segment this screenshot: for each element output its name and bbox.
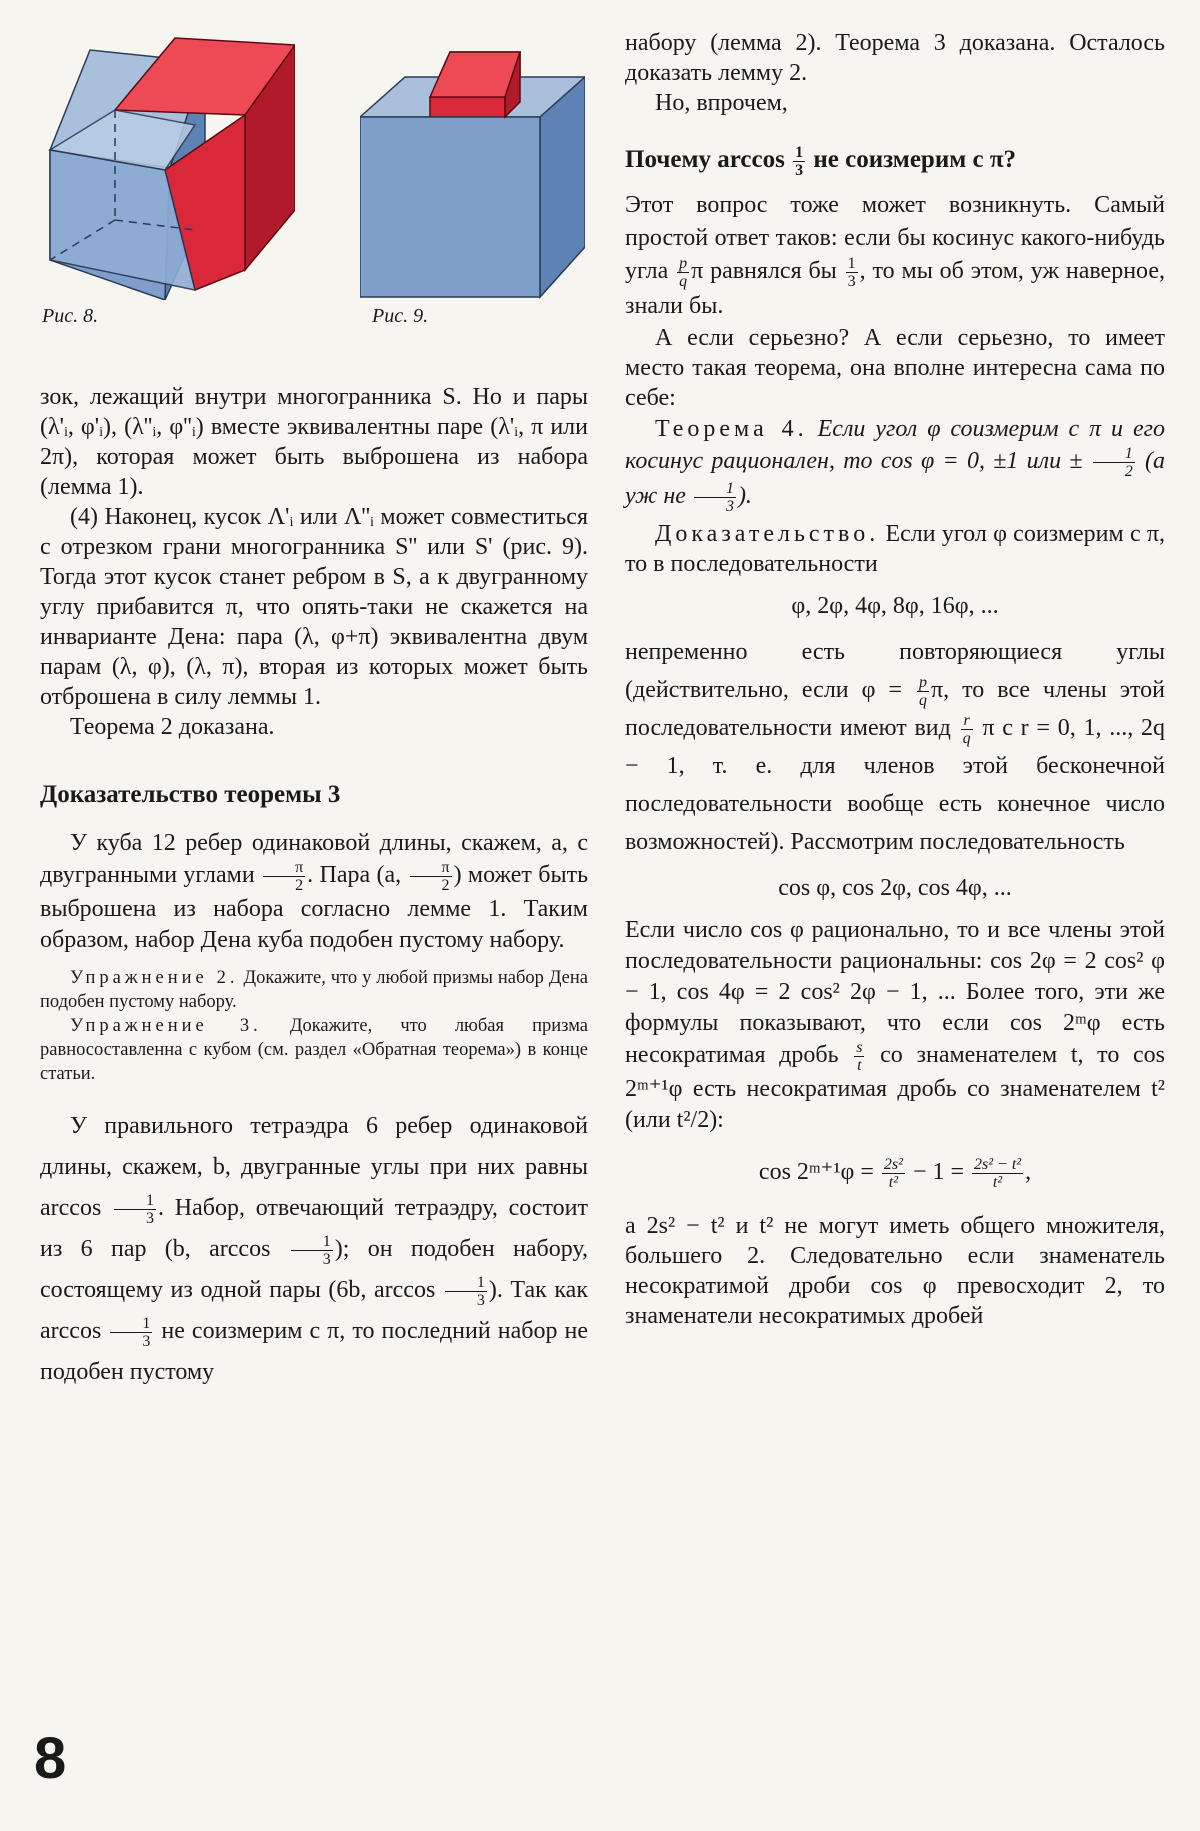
heading-part-b: не соизмерим с π?	[813, 146, 1017, 174]
left-paragraph-3: Теорема 2 доказана.	[70, 714, 275, 740]
fraction-2s2-t2: $\frac{\text{2s²}}{\text{t²}}$	[883, 1156, 903, 1191]
fraction-2s2-minus-t2: $\frac{\text{2s² − t²}}{\text{t²}}$	[974, 1156, 1022, 1191]
fraction-pi-2: $\frac{\pi}{2}$	[263, 859, 305, 894]
text-r6-b: со знаменателем t, то cos 2ᵐ⁺¹φ есть несократимая дробь со знаменателем t² (или t²/2):	[625, 1042, 1166, 1133]
text-r5-a: непременно есть повторяющиеся углы (действительно, если φ =	[625, 639, 1165, 703]
fraction-1-3-d: $\frac{1}{3}$	[110, 1315, 152, 1350]
text-r5-b: π, то все члены этой последовательности имеют вид	[625, 677, 1166, 741]
formula-sequence-cos: cos φ, cos 2φ, cos 4φ, ...	[778, 875, 1012, 901]
text-r5-c: π с r = 0, 1, ..., 2q − 1, т. е. для членов этой бесконечной последовательности вообще есть конечное число возможностей). Рассмотрим последовательность	[625, 715, 1166, 855]
left-paragraph-4: У куба 12 ребер одинаковой длины, скажем, a, с двугранными углами $\frac{\pi}{2}$ . Пара (a, $\frac{\pi}{2}$ ) может быть выброшена из набора согласно лемме 1. Таким образом, набор Дена куба подобен пустому набору.	[40, 830, 589, 953]
formula-sequence-angles: φ, 2φ, 4φ, 8φ, 16φ, ...	[791, 593, 999, 619]
heading-part-a: Почему arccos	[625, 146, 785, 174]
theorem-4-text-b: (а уж не	[625, 448, 1166, 510]
text-r3-c: , то мы об этом, уж наверное, знали бы.	[625, 258, 1165, 319]
text-r6-a: Если число cos φ рационально, то и все члены этой последовательности рациональны: cos 2φ = 2 cos² φ − 1, cos 4φ = 2 cos² 2φ − 1, ... Более того, эти же формулы показывают, что если cos 2ᵐφ есть несократимая дробь	[625, 917, 1165, 1069]
text-p5-b: . Набор, отвечающий тетраэдру, состоит из 6 пар (b, arccos	[40, 1195, 588, 1262]
right-paragraph-7: а 2s² − t² и t² не могут иметь общего множителя, большего 2. Следовательно если знаменатель несократимой дроби cos φ превосходит 2, то знаменатели несократимых дробей	[625, 1213, 1165, 1329]
fraction-1-3-thm: $\frac{1}{3}$	[694, 480, 736, 515]
text-r3-a: Этот вопрос тоже может возникнуть. Самый простой ответ таков: если бы косинус какого-нибудь угла	[625, 192, 1165, 285]
formula-cos-recursion: cos 2ᵐ⁺¹φ = $\frac{\text{2s²}}{\text{t²}}$ − 1 = $\frac{\text{2s² − t²}}{\text{t²}}$ ,	[758, 1156, 1032, 1191]
theorem-4-label: Теорема 4.	[655, 416, 808, 442]
right-column	[625, 28, 1165, 1331]
proof-label: Доказательство.	[655, 521, 880, 547]
right-paragraph-2: Но, впрочем,	[655, 90, 788, 116]
exercise-2-text: Докажите, что у любой призмы набор Дена подобен пустому набору.	[40, 968, 589, 1012]
proof-paragraph	[625, 519, 1165, 579]
page-number: 8	[34, 1726, 67, 1791]
text-p4-b: Пара (a,	[319, 862, 402, 889]
figure-8-caption: Рис. 8.	[42, 305, 99, 327]
exercise-3-label: Упражнение 3.	[70, 1016, 262, 1036]
right-paragraph-5	[625, 633, 1165, 861]
text-p4-a: У куба 12 ребер одинаковой длины, скажем, a, с двугранными углами	[40, 830, 588, 889]
exercise-3-text: Докажите, что любая призма равносоставленна с кубом (см. раздел «Обратная теорема») в конце статьи.	[40, 1016, 588, 1084]
figure-8	[45, 20, 295, 300]
fraction-1-3-heading: $\frac{1}{3}$	[795, 144, 804, 179]
text-r3-b: π равнялся бы	[691, 258, 837, 285]
left-column	[40, 382, 588, 1393]
theorem-4-text-c: ).	[737, 483, 752, 510]
fraction-1-3-r: $\frac{1}{3}$	[847, 255, 856, 290]
right-paragraph-1: набору (лемма 2). Теорема 3 доказана. Осталось доказать лемму 2.	[625, 30, 1165, 86]
text-p5-e: не соизмерим с π, то последний набор не подобен пустому	[40, 1318, 589, 1385]
fraction-1-3-a: $\frac{1}{3}$	[114, 1192, 156, 1227]
exercise-2-label: Упражнение 2.	[70, 968, 239, 988]
text-p5-d: ). Так как arccos	[40, 1277, 588, 1344]
right-paragraph-6	[625, 915, 1165, 1136]
fraction-1-2: $\frac{1}{2}$	[1093, 445, 1135, 480]
fraction-p-q-2: $\frac{p}{q}$	[919, 673, 927, 709]
text-p4-c: ) может быть выброшена из набора согласно лемме 1. Таким образом, набор Дена куба подобен пустому набору.	[40, 862, 589, 953]
formula3-b: − 1 =	[912, 1159, 965, 1186]
left-paragraph-1: зок, лежащий внутри многогранника S. Но и пары (λ'ᵢ, φ'ᵢ), (λ''ᵢ, φ''ᵢ) вместе эквивалентны паре (λ'ᵢ, π или 2π), которая может быть выброшена из набора (лемма 1).	[40, 384, 588, 500]
left-paragraph-2: (4) Наконец, кусок Λ'ᵢ или Λ''ᵢ может совместиться с отрезком грани многогранника S'' или S' (рис. 9). Тогда этот кусок станет ребром в S, а к двугранному углу прибавится π, что опять-таки не скажется на инварианте Дена: пара (λ, φ+π) эквивалентна двум парам (λ, φ), (λ, π), вторая из которых может быть отброшена в силу леммы 1.	[40, 504, 588, 710]
formula3-a: cos 2ᵐ⁺¹φ =	[758, 1159, 874, 1186]
proof-text: Если угол φ соизмерим с π, то в последовательности	[625, 521, 1166, 577]
fraction-r-q: $\frac{r}{q}$	[962, 711, 971, 747]
section-heading-theorem-3: Доказательство теоремы 3	[40, 781, 341, 808]
left-paragraph-5	[40, 1106, 588, 1393]
text-p5-c: ); он подобен набору, состоящему из одной пары (6b, arccos	[40, 1236, 589, 1303]
fraction-pi-2-b: $\frac{\pi}{2}$	[410, 859, 452, 894]
figure-9	[360, 42, 585, 302]
fraction-p-q: $\frac{p}{q}$	[679, 255, 688, 290]
exercises	[40, 966, 588, 1086]
fraction-s-t: $\frac{s}{t}$	[856, 1039, 863, 1074]
fraction-1-3-c: $\frac{1}{3}$	[445, 1274, 487, 1309]
theorem-4-text-a: Если угол φ соизмерим с π и его косинус рационален, то cos φ = 0, ±1 или ±	[625, 416, 1166, 475]
figure-9-caption: Рис. 9.	[372, 305, 429, 327]
section-heading-arccos	[625, 144, 1165, 179]
fraction-1-3-b: $\frac{1}{3}$	[291, 1233, 333, 1268]
theorem-4	[625, 413, 1165, 515]
right-paragraph-4: А если серьезно? А если серьезно, то имеет место такая теорема, она вполне интересна сама по себе:	[625, 325, 1165, 411]
right-paragraph-3	[625, 189, 1165, 323]
text-p5-a: У правильного тетраэдра 6 ребер одинаковой длины, скажем, b, двугранные углы при них равны arccos	[40, 1113, 588, 1221]
